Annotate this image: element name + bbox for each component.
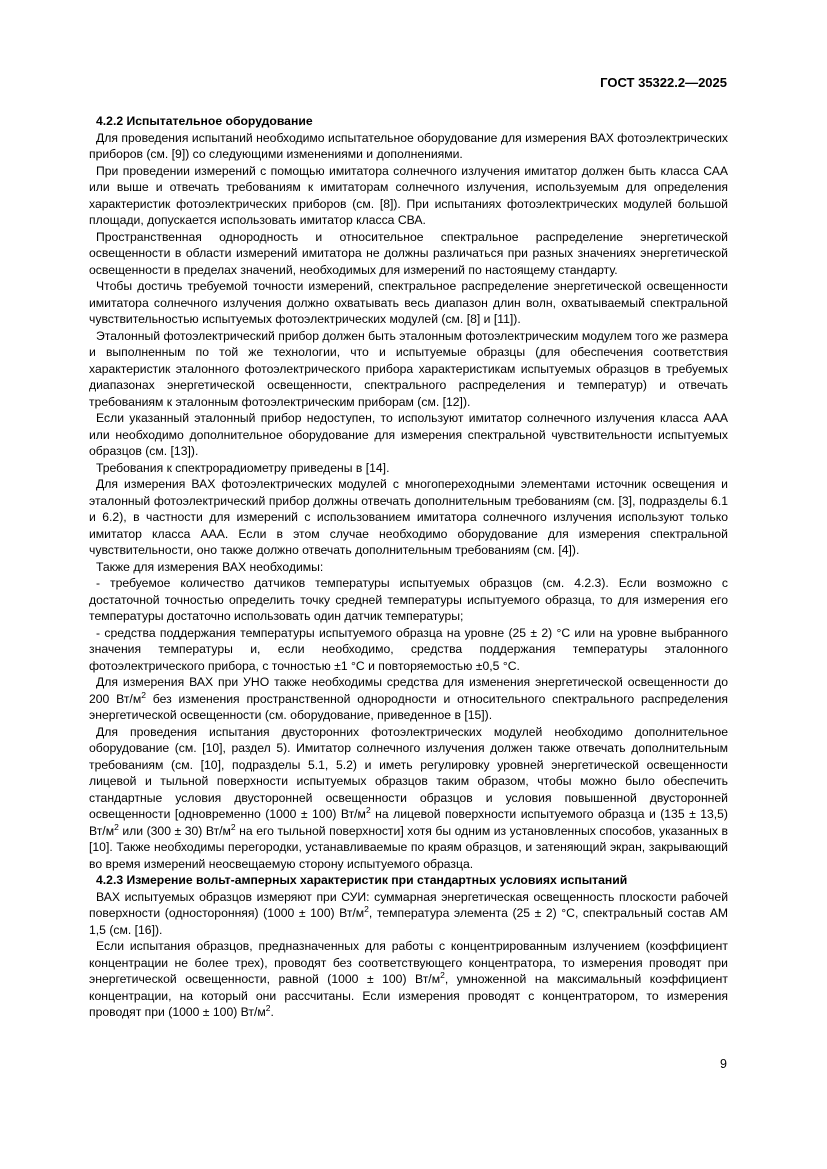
document-header: ГОСТ 35322.2—2025 bbox=[600, 75, 727, 90]
superscript: 2 bbox=[230, 821, 236, 832]
text-run: Требования к спектрорадиометру приведены в [14]. bbox=[96, 460, 390, 475]
text-run: Если испытания образцов, предназначенных для работы с концентрированным излучением (коэффициент концентрации не более трех), проводят без соответствующего концентратора, то измерения проводят при энергетической освещенности, равной (1000 ± 100) Вт/м bbox=[89, 939, 728, 986]
paragraph bbox=[89, 410, 728, 460]
document-body bbox=[89, 113, 728, 1021]
text-run: - требуемое количество датчиков температуры испытуемых образцов (см. 4.2.3). Если возможно с достаточной точностью определить точку средней температуры испытуемого образца, то для измерения его температуры достаточно использовать один датчик температуры; bbox=[89, 576, 728, 623]
paragraph bbox=[89, 460, 728, 477]
text-run: Если указанный эталонный прибор недоступен, то используют имитатор солнечного излучения класса ААА или необходимо дополнительное оборудование для измерения спектральной чувствительности испытуемых образцов (см. [13]). bbox=[89, 411, 728, 458]
text-run: , температура элемента (25 ± 2) °С, спектральный состав АМ 1,5 (см. [16]). bbox=[89, 906, 728, 937]
text-run: Для измерения ВАХ при УНО также необходимы средства для изменения энергетической освещенности до 200 Вт/м bbox=[89, 675, 728, 706]
text-run: Пространственная однородность и относительное спектральное распределение энергетической освещенности в области измерений имитатора не должны различаться при разных значениях энергетической освещенности в пределах значений, необходимых для измерений по настоящему стандарту. bbox=[89, 229, 728, 277]
paragraph bbox=[89, 130, 728, 163]
text-run: , умноженной на максимальный коэффициент концентрации, на который они рассчитаны. Если измерения проводят с концентратором, то измерения проводят при (1000 ± 100) Вт/м bbox=[89, 972, 728, 1019]
paragraph bbox=[89, 278, 728, 328]
list-item bbox=[89, 625, 728, 675]
superscript: 2 bbox=[114, 821, 119, 832]
text-run: без изменения пространственной однородности и относительного спектрального распределения энергетической освещенности (см. оборудование, приведенное в [15]). bbox=[89, 691, 728, 722]
text-run: на его тыльной поверхности] хотя бы одним из установленных способов, указанных в [10]. Также необходимы перегородки, устанавливаемые по краям образцов, и затеняющий экран, закрывающий во время измерений неосвещаемую сторону испытуемого образца. bbox=[89, 823, 728, 871]
paragraph bbox=[89, 229, 728, 279]
text-run: 4.2.2 Испытательное оборудование bbox=[96, 114, 313, 128]
text-run: Для измерения ВАХ фотоэлектрических модулей с многопереходными элементами источник освещения и эталонный фотоэлектрический прибор должны отвечать дополнительным требованиям (см. [3], подразделы 6.1 и 6.2), в частности для измерений с использованием имитатора солнечного излучения используют только имитатор класса ААА. Если в этом случае необходимо оборудование для измерения спектральной чувствительности, оно также должно отвечать дополнительным требованиям (см. [4]). bbox=[89, 477, 728, 557]
paragraph bbox=[89, 938, 728, 1021]
text-run: Также для измерения ВАХ необходимы: bbox=[96, 559, 324, 574]
text-run: на лицевой поверхности испытуемого образца и (135 ± 13,5) Вт/м bbox=[89, 807, 728, 838]
paragraph bbox=[89, 889, 728, 939]
text-run: 4.2.3 Измерение вольт-амперных характеристик при стандартных условиях испытаний bbox=[96, 873, 628, 887]
paragraph bbox=[89, 476, 728, 559]
text-run: Для проведения испытаний необходимо испытательное оборудование для измерения ВАХ фотоэлектрических приборов (см. [9]) со следующими изменениями и дополнениями. bbox=[89, 130, 728, 161]
text-run: Для проведения испытания двусторонних фотоэлектрических модулей необходимо дополнительное оборудование (см. [10], раздел 5). Имитатор солнечного излучения должен также отвечать дополнительным требованиям (см. [10], подразделы 5.1, 5.2) и иметь регулировку уровней энергетической освещенности лицевой и тыльной поверхности испытуемых образцов таким образом, чтобы можно было обеспечить стандартные условия двусторонней освещенности образцов и условия повышенной двусторонней освещенности [одновременно (1000 ± 100) Вт/м bbox=[89, 724, 728, 821]
text-run: Чтобы достичь требуемой точности измерений, спектральное распределение энергетической освещенности имитатора солнечного излучения должно охватывать весь диапазон длин волн, охватываемый спектральной чувствительностью испытуемых фотоэлектрических модулей (см. [8] и [11]). bbox=[89, 279, 728, 326]
paragraph bbox=[89, 163, 728, 229]
page-number: 9 bbox=[720, 1057, 727, 1071]
paragraph bbox=[89, 674, 728, 724]
text-run: - средства поддержания температуры испытуемого образца на уровне (25 ± 2) °С или на уровне выбранного значения температуры и, если необходимо, средства поддержания температуры эталонного фотоэлектрического прибора, с точностью ±1 °С и повторяемостью ±0,5 °С. bbox=[89, 625, 728, 673]
text-run: . bbox=[270, 1005, 274, 1019]
superscript: 2 bbox=[440, 969, 445, 980]
text-run: или (300 ± 30) Вт/м bbox=[118, 823, 231, 838]
paragraph bbox=[89, 559, 728, 576]
superscript: 2 bbox=[265, 1002, 271, 1013]
section-heading bbox=[89, 872, 728, 889]
superscript: 2 bbox=[365, 804, 371, 815]
text-run: ВАХ испытуемых образцов измеряют при СУИ: суммарная энергетическая освещенность плоскости рабочей поверхности (односторонняя) (1000 ± 100) Вт/м bbox=[89, 889, 728, 920]
text-run: При проведении измерений с помощью имитатора солнечного излучения имитатор должен быть класса САА или выше и отвечать требованиям к имитаторам солнечного излучения, используемым для определения характеристик фотоэлектрических приборов (см. [8]). При испытаниях фотоэлектрических модулей большой площади, допускается использовать имитатор класса СВА. bbox=[89, 163, 728, 227]
superscript: 2 bbox=[364, 903, 369, 914]
section-heading bbox=[89, 113, 728, 130]
superscript: 2 bbox=[141, 689, 146, 700]
paragraph bbox=[89, 724, 728, 873]
paragraph bbox=[89, 328, 728, 411]
list-item bbox=[89, 575, 728, 625]
text-run: Эталонный фотоэлектрический прибор должен быть эталонным фотоэлектрическим модулем того же размера и выполненным по той же технологии, что и испытуемые образцы (для обеспечения соответствия характеристик эталонного фотоэлектрического прибора характеристикам испытуемых образцов в требуемых диапазонах энергетической освещенности, спектрального распределения и температур) и отвечать требованиям к эталонным фотоэлектрическим приборам (см. [12]). bbox=[89, 328, 728, 409]
